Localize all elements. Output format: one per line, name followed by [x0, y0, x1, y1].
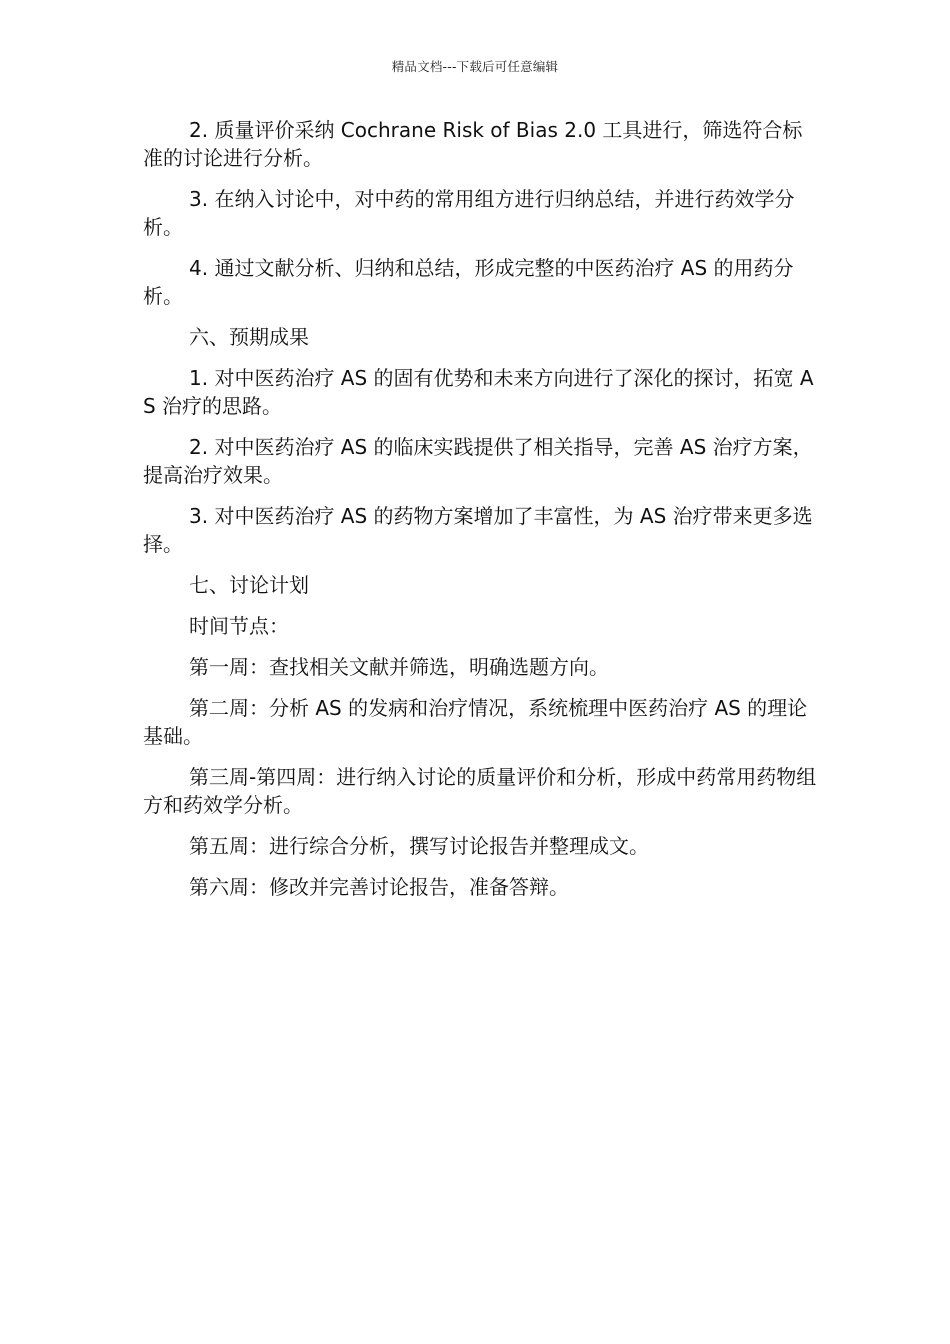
timeline-week-5: 第五周：进行综合分析，撰写讨论报告并整理成文。 [189, 834, 649, 858]
timeline-week-1: 第一周：查找相关文献并筛选，明确选题方向。 [189, 655, 609, 679]
page-header: 精品文档---下载后可任意编辑 [391, 59, 559, 74]
paragraph-formula-summary: 3. 在纳入讨论中，对中药的常用组方进行归纳总结，并进行药效学分析。 [143, 187, 795, 239]
section-heading-plan: 七、讨论计划 [189, 573, 309, 597]
timeline-week-3-4: 第三周-第四周：进行纳入讨论的质量评价和分析，形成中药常用药物组方和药效学分析。 [143, 765, 817, 817]
paragraph-quality-evaluation: 2. 质量评价采纳 Cochrane Risk of Bias 2.0 工具进行，筛选符合标准的讨论进行分析。 [143, 118, 803, 170]
paragraph-result-2: 2. 对中医药治疗 AS 的临床实践提供了相关指导，完善 AS 治疗方案，提高治疗效果。 [143, 435, 813, 487]
timeline-week-6: 第六周：修改并完善讨论报告，准备答辩。 [189, 875, 569, 899]
timeline-label: 时间节点： [189, 614, 289, 638]
document-body [143, 116, 818, 914]
section-heading-expected-results: 六、预期成果 [189, 325, 309, 349]
paragraph-literature-analysis: 4. 通过文献分析、归纳和总结，形成完整的中医药治疗 AS 的用药分析。 [143, 256, 794, 308]
paragraph-result-1: 1. 对中医药治疗 AS 的固有优势和未来方向进行了深化的探讨，拓宽 AS 治疗的思路。 [143, 366, 814, 418]
timeline-week-2: 第二周：分析 AS 的发病和治疗情况，系统梳理中医药治疗 AS 的理论基础。 [143, 696, 808, 748]
paragraph-result-3: 3. 对中医药治疗 AS 的药物方案增加了丰富性，为 AS 治疗带来更多选择。 [143, 504, 813, 556]
